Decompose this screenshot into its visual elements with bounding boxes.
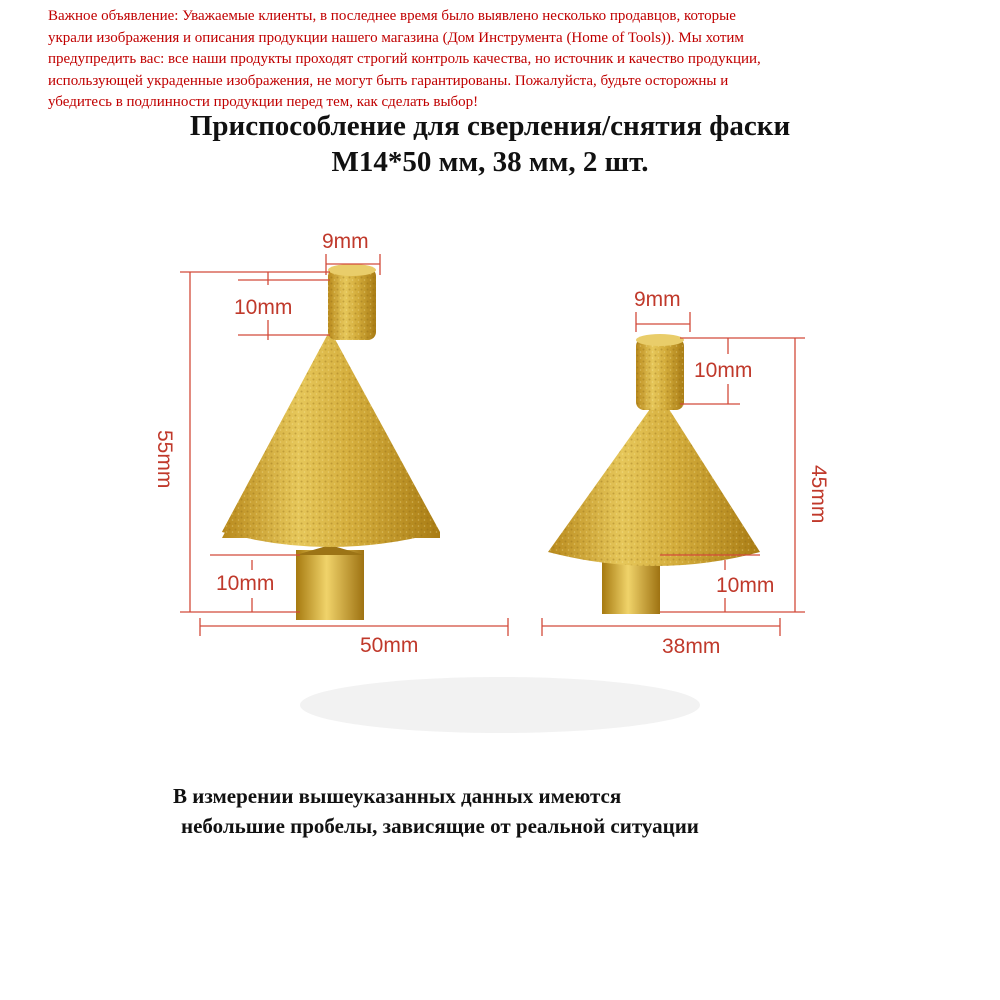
small-top-width-label: 9mm xyxy=(634,288,681,311)
title-line-1: Приспособление для сверления/снятия фаски xyxy=(189,110,791,142)
large-total-height-label: 55mm xyxy=(153,430,176,489)
large-thread-height-label: 10mm xyxy=(216,572,275,595)
large-top-height-label: 10mm xyxy=(234,296,293,319)
large-base-width-label: 50mm xyxy=(360,634,419,657)
large-bit-shank xyxy=(296,550,364,620)
notice-line: убедитесь в подлинности продукции перед тем, как сделать выбор! xyxy=(48,94,479,110)
notice-line: использующей украденные изображения, не могут быть гарантированы. Пожалуйста, будьте осторожны и xyxy=(48,72,729,89)
footer-line-1: В измерении вышеуказанных данных имеются xyxy=(173,784,622,808)
small-base-width-label: 38mm xyxy=(662,635,721,658)
notice-line: предупредить вас: все наши продукты проходят строгий контроль качества, но источник и качество продукции, xyxy=(48,51,761,67)
small-total-height-label: 45mm xyxy=(807,465,830,524)
title-line-2: M14*50 мм, 38 мм, 2 шт. xyxy=(331,146,649,178)
notice-line: Важное объявление: Уважаемые клиенты, в последнее время было выявлено несколько продавцов, которые xyxy=(48,8,736,24)
notice-line: украли изображения и описания продукции нашего магазина (Дом Инструмента (Home of Tools)). Мы хотим xyxy=(48,29,744,46)
small-top-height-label: 10mm xyxy=(694,359,753,382)
small-thread-height-label: 10mm xyxy=(716,574,775,597)
footer-line-2: небольшие пробелы, зависящие от реальной ситуации xyxy=(181,814,699,838)
shadow xyxy=(300,677,700,733)
large-top-width-label: 9mm xyxy=(322,230,369,253)
